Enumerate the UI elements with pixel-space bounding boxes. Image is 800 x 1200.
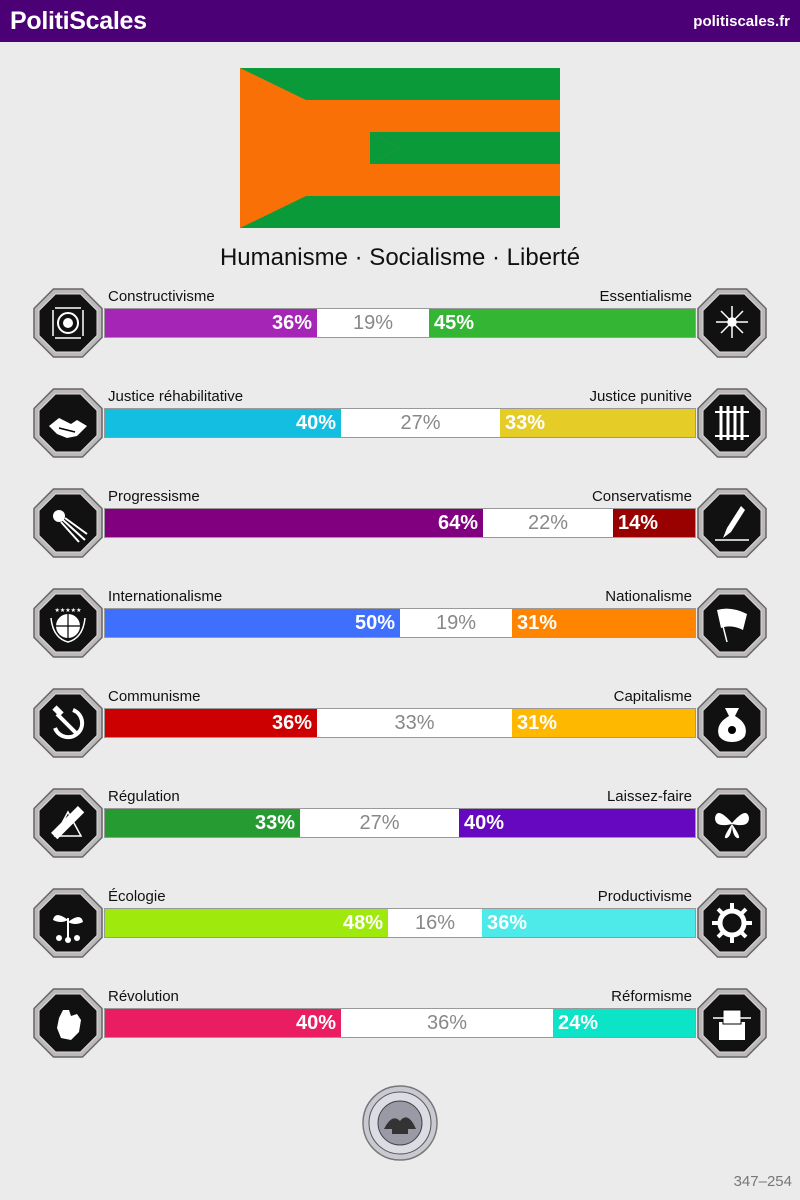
axis-left-segment: 64% (105, 509, 483, 537)
axis-bar (104, 1008, 696, 1038)
axis-right-label: Justice punitive (589, 388, 692, 405)
axis-left-label: Justice réhabilitative (108, 388, 244, 405)
seal-icon (362, 1085, 438, 1161)
ruler-icon (33, 788, 103, 858)
axis-left-label: Révolution (108, 988, 179, 1005)
axis-right-label: Réformisme (611, 988, 692, 1005)
axis-bar (104, 808, 696, 838)
axis-neutral-segment: 27% (300, 809, 459, 837)
axis-bar (104, 908, 696, 938)
axis-neutral-segment: 19% (317, 309, 429, 337)
sprout-icon (33, 888, 103, 958)
site-link[interactable]: politiscales.fr (693, 12, 790, 30)
fist-icon (33, 988, 103, 1058)
axis-bar (104, 608, 696, 638)
axis-left-label: Communisme (108, 688, 201, 705)
axis-neutral-segment: 27% (341, 409, 500, 437)
axis-right-segment: 31% (512, 609, 695, 637)
money-bag-icon (697, 688, 767, 758)
quill-icon (697, 488, 767, 558)
flag-icon (697, 588, 767, 658)
axis-left-label: Constructivisme (108, 288, 215, 305)
axis-right-segment: 24% (553, 1009, 695, 1037)
axis-row (0, 688, 800, 768)
axis-left-label: Régulation (108, 788, 180, 805)
axis-left-label: Internationalisme (108, 588, 223, 605)
axis-left-segment: 36% (105, 309, 317, 337)
axis-bar (104, 508, 696, 538)
axis-left-segment: 48% (105, 909, 388, 937)
result-code: 347–254 (733, 1173, 792, 1190)
axis-row (0, 888, 800, 968)
ballot-box-icon (697, 988, 767, 1058)
svg-text:★★★★★: ★★★★★ (54, 607, 82, 614)
axis-left-segment: 33% (105, 809, 300, 837)
axis-right-segment: 14% (613, 509, 695, 537)
axis-row (0, 988, 800, 1068)
axis-right-label: Nationalisme (605, 588, 692, 605)
gear-icon (697, 888, 767, 958)
axis-left-segment: 50% (105, 609, 400, 637)
axis-neutral-segment: 22% (483, 509, 613, 537)
axis-left-segment: 40% (105, 1009, 341, 1037)
axis-bar (104, 408, 696, 438)
axis-neutral-segment: 19% (400, 609, 512, 637)
axis-left-label: Écologie (108, 888, 166, 905)
axis-neutral-segment: 16% (388, 909, 482, 937)
header-bar (0, 0, 800, 42)
slogan: Humanisme · Socialisme · Liberté (219, 244, 581, 271)
hammer-sickle-icon (33, 688, 103, 758)
axis-left-label: Progressisme (108, 488, 200, 505)
axis-neutral-segment: 33% (317, 709, 512, 737)
globe-icon (33, 588, 103, 658)
axis-row (0, 288, 800, 368)
axis-row (0, 388, 800, 468)
axis-row (0, 788, 800, 868)
axis-right-label: Capitalisme (613, 688, 692, 705)
axis-right-label: Essentialisme (599, 288, 692, 305)
eye-icon (33, 288, 103, 358)
axis-right-segment: 36% (482, 909, 695, 937)
axis-left-segment: 40% (105, 409, 341, 437)
flag-image (240, 68, 560, 228)
handshake-icon (33, 388, 103, 458)
axis-row (0, 588, 800, 668)
axis-bar (104, 708, 696, 738)
flower-icon (697, 288, 767, 358)
axis-neutral-segment: 36% (341, 1009, 553, 1037)
brand-title[interactable]: PolitiScales (10, 6, 147, 35)
comet-icon (33, 488, 103, 558)
axis-right-segment: 33% (500, 409, 695, 437)
axis-right-segment: 45% (429, 309, 695, 337)
axis-left-segment: 36% (105, 709, 317, 737)
axis-right-label: Productivisme (597, 888, 692, 905)
butterfly-icon (697, 788, 767, 858)
axis-right-label: Conservatisme (591, 488, 692, 505)
axis-right-segment: 31% (512, 709, 695, 737)
axis-right-segment: 40% (459, 809, 695, 837)
prison-bars-icon (697, 388, 767, 458)
axis-row (0, 488, 800, 568)
axis-bar (104, 308, 696, 338)
axis-right-label: Laissez-faire (606, 788, 692, 805)
